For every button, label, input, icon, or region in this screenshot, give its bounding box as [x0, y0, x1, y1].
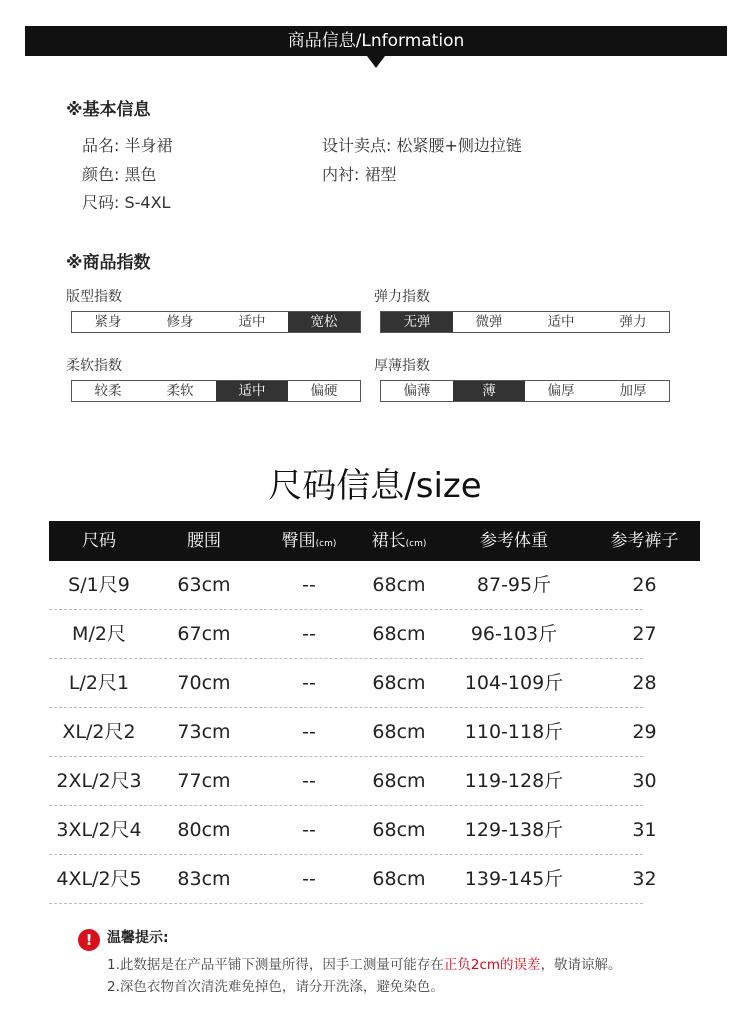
softness-option: 柔软: [166, 383, 194, 399]
cell-ref-weight: 87-95斤: [476, 574, 552, 596]
fit-option: 宽松: [288, 312, 360, 332]
header-ref-pants: 参考裤子: [610, 531, 679, 551]
cell-skirt-length: 68cm: [372, 868, 426, 890]
size-section-title: 尺码信息/size: [268, 466, 482, 506]
info-banner: [25, 26, 727, 56]
header-hip: 臀围(cm): [281, 531, 337, 551]
elasticity-option: 适中: [547, 314, 575, 330]
cell-ref-weight: 129-138斤: [464, 819, 564, 841]
cell-size: S/1尺9: [68, 574, 130, 596]
cell-size: XL/2尺2: [62, 721, 136, 743]
softness-option: 较柔: [94, 383, 122, 399]
table-row: [49, 855, 700, 904]
header-skirt-length: 裙长(cm): [371, 531, 427, 551]
thickness-option: 加厚: [619, 383, 647, 399]
cell-waist: 70cm: [177, 672, 231, 694]
info-product-name: 品名: 半身裙: [82, 136, 173, 155]
cell-skirt-length: 68cm: [372, 721, 426, 743]
cell-skirt-length: 68cm: [372, 574, 426, 596]
cell-waist: 77cm: [177, 770, 231, 792]
cell-waist: 73cm: [177, 721, 231, 743]
cell-ref-pants: 26: [632, 574, 657, 596]
cell-ref-weight: 110-118斤: [464, 721, 564, 743]
table-row: [49, 561, 700, 610]
header-waist: 腰围: [187, 531, 221, 551]
softness-option: 偏硬: [310, 383, 338, 399]
cell-skirt-length: 68cm: [372, 623, 426, 645]
cell-waist: 63cm: [177, 574, 231, 596]
cell-ref-weight: 104-109斤: [464, 672, 564, 694]
table-row: [49, 757, 700, 806]
header-size: 尺码: [82, 531, 116, 551]
cell-ref-pants: 29: [632, 721, 657, 743]
banner-arrow-icon: [367, 56, 385, 68]
table-row: [49, 659, 700, 708]
header-ref-weight: 参考体重: [480, 531, 548, 551]
cell-ref-pants: 32: [632, 868, 657, 890]
cell-waist: 80cm: [177, 819, 231, 841]
cell-skirt-length: 68cm: [372, 819, 426, 841]
tips-note-1: 1.此数据是在产品平铺下测量所得，因手工测量可能存在正负2cm的误差，敬请谅解。: [107, 957, 622, 973]
cell-size: 2XL/2尺3: [56, 770, 142, 792]
elasticity-index-label: 弹力指数: [374, 289, 430, 305]
cell-skirt-length: 68cm: [372, 672, 426, 694]
elasticity-option: 弹力: [619, 314, 647, 330]
thickness-option: 偏薄: [403, 383, 431, 399]
tips-title: 温馨提示:: [107, 930, 169, 946]
cell-waist: 67cm: [177, 623, 231, 645]
info-lining: 内衬: 裙型: [322, 165, 397, 184]
cell-hip: --: [302, 770, 316, 792]
tips-highlight: 正负2cm的误差: [443, 957, 541, 973]
fit-option: 紧身: [94, 314, 122, 330]
info-design-feature: 设计卖点: 松紧腰+侧边拉链: [322, 136, 522, 155]
info-color: 颜色: 黑色: [82, 165, 157, 184]
cell-size: 4XL/2尺5: [56, 868, 142, 890]
cell-hip: --: [302, 672, 316, 694]
thickness-index-label: 厚薄指数: [374, 358, 430, 374]
elasticity-index-scale: [380, 311, 670, 333]
cell-waist: 83cm: [177, 868, 231, 890]
cell-ref-pants: 27: [632, 623, 657, 645]
cell-ref-weight: 96-103斤: [470, 623, 558, 645]
cell-ref-pants: 30: [632, 770, 657, 792]
cell-ref-weight: 139-145斤: [464, 868, 564, 890]
thickness-index-scale: [380, 380, 670, 402]
cell-hip: --: [302, 868, 316, 890]
tips-note-2: 2.深色衣物首次清洗难免掉色，请分开洗涤，避免染色。: [107, 979, 444, 995]
cell-hip: --: [302, 623, 316, 645]
fit-option: 适中: [238, 314, 266, 330]
indices-title: ※商品指数: [66, 253, 151, 273]
cell-size: L/2尺1: [68, 672, 130, 694]
cell-ref-pants: 28: [632, 672, 657, 694]
table-row: [49, 610, 700, 659]
cell-size: 3XL/2尺4: [56, 819, 142, 841]
warning-icon: !: [78, 929, 100, 951]
cell-hip: --: [302, 819, 316, 841]
table-row: [49, 708, 700, 757]
fit-index-scale: [71, 311, 361, 333]
fit-option: 修身: [166, 314, 194, 330]
thickness-option: 薄: [453, 381, 525, 401]
size-table-header: [49, 521, 700, 561]
cell-ref-weight: 119-128斤: [464, 770, 564, 792]
table-row: [49, 806, 700, 855]
basic-info-title: ※基本信息: [66, 100, 151, 120]
row-divider: [49, 903, 643, 904]
cell-hip: --: [302, 721, 316, 743]
softness-index-scale: [71, 380, 361, 402]
thickness-option: 偏厚: [547, 383, 575, 399]
cell-ref-pants: 31: [632, 819, 657, 841]
banner-title: 商品信息/Lnformation: [287, 31, 465, 51]
cell-hip: --: [302, 574, 316, 596]
fit-index-label: 版型指数: [66, 289, 122, 305]
elasticity-option: 微弹: [475, 314, 503, 330]
info-size-range: 尺码: S-4XL: [82, 193, 171, 212]
cell-size: M/2尺: [72, 623, 126, 645]
softness-option: 适中: [216, 381, 288, 401]
cell-skirt-length: 68cm: [372, 770, 426, 792]
elasticity-option: 无弹: [381, 312, 453, 332]
softness-index-label: 柔软指数: [66, 358, 122, 374]
